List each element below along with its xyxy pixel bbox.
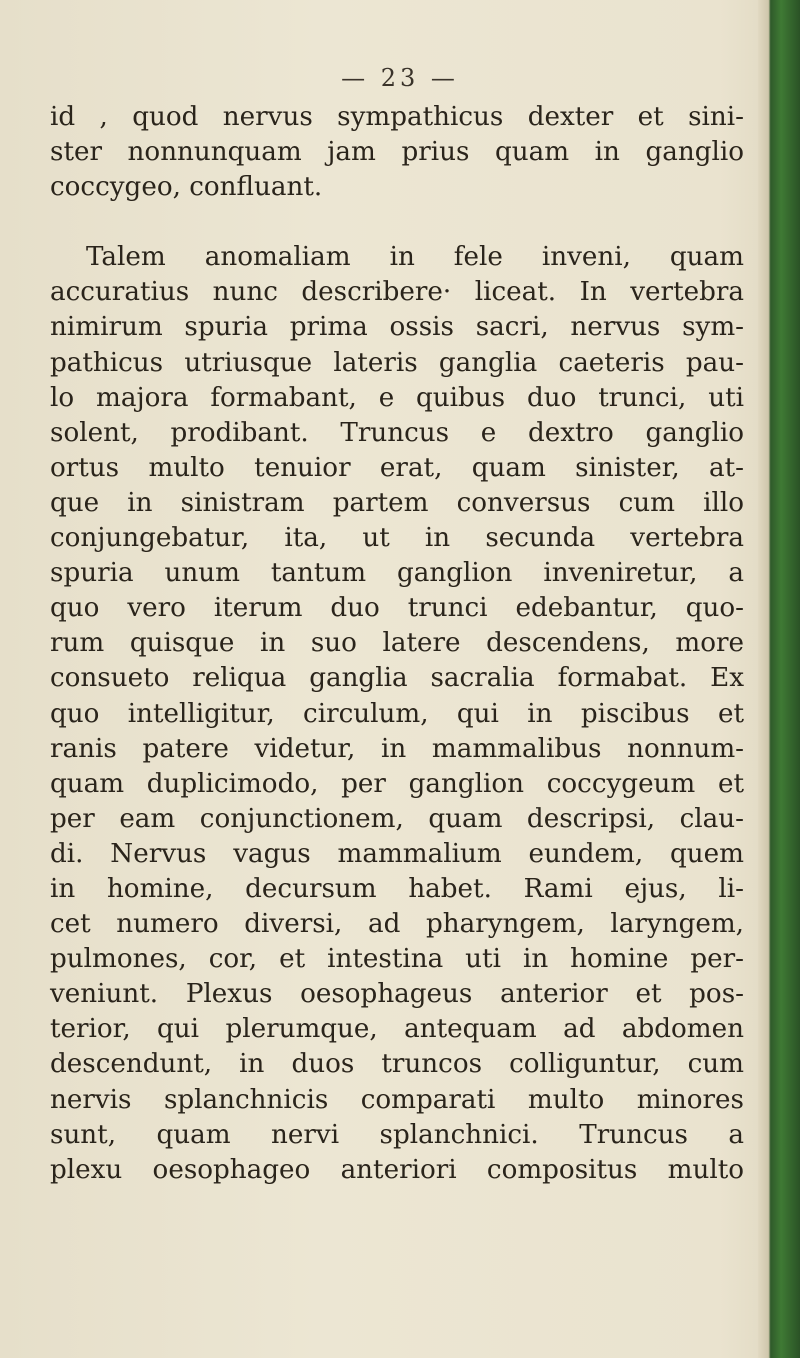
- text-line: cet numero diversi, ad pharyngem, laryngem,: [50, 909, 744, 940]
- text-line: in homine, decursum habet. Rami ejus, li-: [50, 873, 744, 904]
- text-line: ranis patere videtur, in mammalibus nonnum-: [50, 733, 744, 764]
- text-line: di. Nervus vagus mammalium eundem, quem: [50, 838, 744, 869]
- text-line: que in sinistram partem conversus cum illo: [50, 487, 744, 518]
- text-line: pathicus utriusque lateris ganglia caeteris pau-: [50, 347, 744, 378]
- page-number: — 23 —: [341, 64, 459, 92]
- text-line: descendunt, in duos truncos colliguntur, cum: [50, 1049, 744, 1080]
- text-line: quam duplicimodo, per ganglion coccygeum et: [50, 768, 744, 799]
- text-line: solent, prodibant. Truncus e dextro ganglio: [50, 417, 744, 448]
- text-line: ster nonnunquam jam prius quam in ganglio: [50, 137, 744, 168]
- text-line: ortus multo tenuior erat, quam sinister, at-: [50, 452, 744, 483]
- text-line: sunt, quam nervi splanchnici. Truncus a: [50, 1119, 744, 1150]
- text-line: consueto reliqua ganglia sacralia formabat. Ex: [50, 663, 744, 694]
- text-line: nervis splanchnicis comparati multo minores: [50, 1084, 744, 1115]
- text-line: lo majora formabant, e quibus duo trunci, uti: [50, 382, 744, 413]
- text-line: veniunt. Plexus oesophageus anterior et pos-: [50, 979, 744, 1010]
- text-line: Talem anomaliam in fele inveni, quam: [86, 242, 744, 273]
- text-line: quo intelligitur, circulum, qui in piscibus et: [50, 698, 744, 729]
- text-line: coccygeo, confluant.: [50, 172, 323, 203]
- paragraph-gap: [50, 205, 744, 240]
- page-edge-binding: [758, 0, 800, 1358]
- text-line: accuratius nunc describere· liceat. In vertebra: [50, 277, 744, 308]
- text-line: rum quisque in suo latere descendens, more: [50, 628, 744, 659]
- text-line: per eam conjunctionem, quam descripsi, clau-: [50, 803, 744, 834]
- text-line: quo vero iterum duo trunci edebantur, quo-: [50, 593, 744, 624]
- text-line: terior, qui plerumque, antequam ad abdomen: [50, 1014, 744, 1045]
- text-line: plexu oesophageo anteriori compositus multo: [50, 1154, 744, 1185]
- body-text: [50, 100, 744, 1188]
- text-line: conjungebatur, ita, ut in secunda vertebra: [50, 523, 744, 554]
- text-line: nimirum spuria prima ossis sacri, nervus sym-: [50, 312, 744, 343]
- text-line: pulmones, cor, et intestina uti in homine per-: [50, 944, 744, 975]
- text-line: spuria unum tantum ganglion inveniretur, a: [50, 558, 744, 589]
- text-line: id , quod nervus sympathicus dexter et sini-: [50, 102, 744, 132]
